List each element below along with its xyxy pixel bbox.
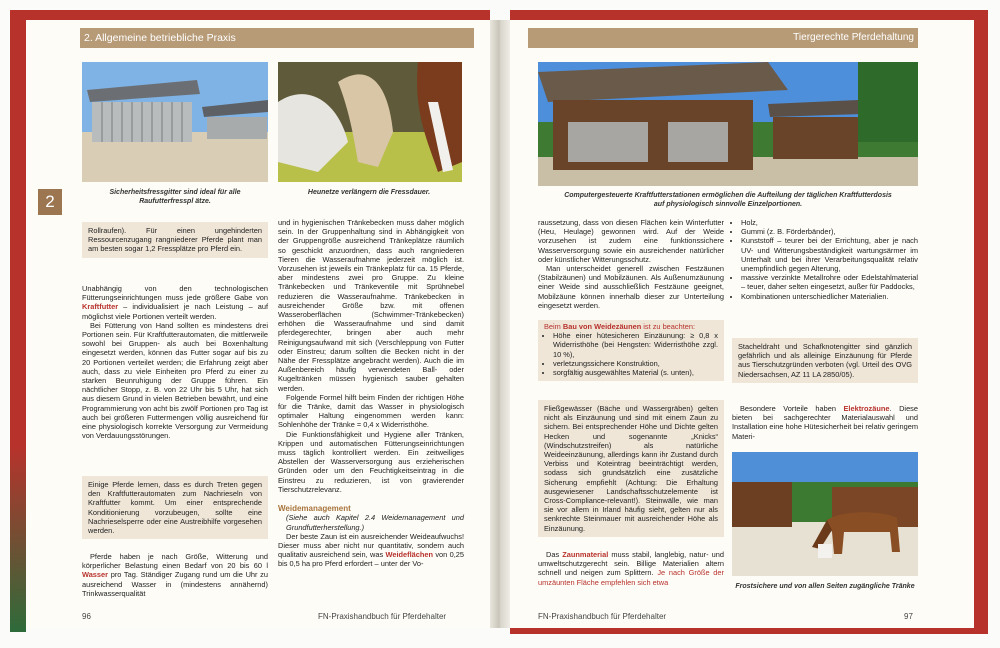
material-list-block — [732, 218, 918, 301]
water-trough-image — [732, 452, 918, 576]
left-page-number: 96 — [82, 612, 91, 621]
water-trough-photo — [732, 452, 918, 576]
fence-box-heading — [544, 322, 718, 331]
right-col1-text — [538, 218, 724, 310]
list-item: • sorgfältig ausgewähltes Material (s. unten), — [553, 368, 718, 377]
list-item: • Gummi (z. B. Förderbänder), — [741, 227, 918, 236]
list-item: • Höhe einer hütesicheren Einzäunung: ≥ 0,8 x Widerristhöhe (bei Hengsten: Widerristhöhe zzgl. 10 %), — [553, 331, 718, 359]
water-keyword: Wasser — [82, 570, 109, 580]
feeder-kick-box: Einige Pferde lernen, dass es durch Treten gegen den Kraftfutterautomaten zum Nachrieseln von Kraftfutter kommt. Um einer entsprechende Konditionierung vorzubeugen, sollte eine Nachrieselsperre oder eine Austreibhilfe vorgesehen werden. — [82, 476, 268, 539]
pasture-heading: Weidemanagement — [278, 504, 351, 514]
list-item: • Kombinationen unterschiedlicher Materialien. — [741, 292, 918, 301]
fence-types-paragraph: Man unterscheidet generell zwischen Festzäunen (Stabilzäunen) und Mobilzäunen. Als Außenumzäunung einer Weide sind ausschließlich Festzäune geeignet, Mobilzäune können innerhalb dieser zur Unterteilung eingesetzt werden. — [538, 264, 724, 310]
right-footer-title: FN-Praxishandbuch für Pferdehalter — [538, 612, 667, 621]
resource-access-box: Rollraufen). Für einen ungehinderten Ressourcenzugang rangniederer Pferde plant man am besten sogar 1,2 Fressplätze pro Pferd ein. — [82, 222, 268, 258]
feeding-fence-image — [82, 62, 268, 182]
book-cover-top-left — [10, 10, 490, 20]
list-item: • verletzungssichere Konstruktion, — [553, 359, 718, 368]
fence-box-heading-3: ist zu beachten: — [641, 322, 696, 331]
fence-material-paragraph — [538, 550, 724, 587]
formula-paragraph: Folgende Formel hilft beim Finden der richtigen Höhe für die Tränke, damit das Wasser in physiologisch optimaler Haltung eingenommen werden kann: Sohlenhöhe der Tränke = 0,4 x Widerristhöhe. — [278, 392, 464, 430]
book-cover-top-right — [510, 10, 988, 20]
material-text-3: Je nach Größe der umzäunten Fläche empfehlen sich etwa — [538, 568, 724, 587]
pasture-paragraph — [278, 532, 464, 569]
fence-box-heading-2: Bau von Weidezäunen — [562, 322, 642, 331]
pasture-text-1: Der beste Zaun ist ein ausreichender Weideaufwuchs! Dieser muss aber nicht nur quantitativ, sondern auch qualitativ ausreichend sein, was — [278, 531, 464, 560]
right-page-number: 97 — [904, 612, 913, 621]
water-text-2: pro Tag. Ständiger Zugang rund um die Uhr zu ausreichend Wasser in (mindestens annähernd) Trinkwasserqualität — [82, 570, 268, 598]
drinkers-paragraph: und in hygienischen Tränkebecken muss daher möglich sein. In der Gruppenhaltung sind in Abhängigkeit von der Gruppengröße ausreichend Tränkeplätze räumlich so geschickt anzuordnen, dass auch rangniederen Tieren die Wasseraufnahme jederzeit möglich ist. Vorzusehen ist jeweils ein Tränkeplatz für ca. 15 Pferde, aber mindestens zwei pro Gruppe. Zu kleine Tränkebecken und Tränkeventile mit Sprühnebel reduzieren die Wasseraufnahme. Tränkebecken in ausreichender Größe bzw. mit offenen Wasseroberflächen (Schwimmer-Tränkebecken) erhöhen die Wasseraufnahme und sind damit pferdegerechter, bringen aber auch mehr Reinigungsaufwand mit sich (Verschleppung von Futter oder Einstreu; darum sollten die Becken nicht in der Nähe der Fressplätze angebracht werden). Auch die im Außenbereich häufig verwendeten Ball- oder Kugeltränken müssen hygienisch sauber gehalten werden. — [278, 218, 464, 393]
concentrate-keyword: Kraftfutter — [82, 302, 119, 312]
electric-text-2: . Diese bieten bei sachgerechter Materialauswahl und Installation eine hohe Hütesicherheit bei relativ geringem Materi- — [732, 404, 918, 441]
winter-feed-paragraph: raussetzung, dass von diesen Flächen kein Winterfutter (Heu, Heulage) gewonnen wird. Auf der Weide vorzusehen ist zudem eine funktionssichere Wasserversorgung sowie ein ausreichender natürlicher oder künstlicher Witterungsschutz. — [538, 218, 724, 264]
haynet-caption: Heunetze verlängern die Fressdauer. — [307, 189, 431, 196]
book-spine — [490, 20, 510, 628]
material-keyword: Zaunmaterial — [562, 550, 609, 559]
watercourse-box: Fließgewässer (Bäche und Wassergräben) gelten nicht als Einzäunung und sind mit einem Zaun zu sichern. Bei entsprechender Höhe und Dichte gelten Hecken und sogenannte „Knicks“ (Windschutzstreifen) als natürliche Weideeinzäunung, allerdings kann ihr Zustand durch Verbiss und Koteintrag beeinträchtigt werden, sodass sich grundsätzlich eine zusätzliche Sicherung empfiehlt (Achtung: Die Erhaltung ausgewiesener Landschaftsschutzelemente ist Cross-Compliance-relevant!). Steinwälle, wie man sie vor allem in Irland häufig sieht, gelten nur als senkrechte Steinmauer mit ausreichender Höhe als Einzäunung. — [538, 400, 724, 537]
fence-requirements-list — [544, 331, 718, 377]
list-item: • massive verzinkte Metallrohre oder Edelstahlmaterial – teuer, daher selten eingesetzt, außer für Paddocks, — [741, 273, 918, 291]
electric-text-1: Besondere Vorteile haben — [740, 404, 844, 413]
electric-fence-paragraph — [732, 404, 918, 441]
pasture-reference: (Siehe auch Kapitel 2.4 Weidemanagement und Grundfutterherstellung.) — [286, 513, 464, 532]
barbed-wire-box: Stacheldraht und Schafknotengitter sind gänzlich gefährlich und als alleinige Einzäunung für Pferde aus Tierschutzgründen verboten (vgl. Urteil des OVG Niedersachsen, AZ 11 LA 2850/05). — [732, 338, 918, 383]
fence-construction-box — [538, 320, 724, 381]
left-col1-text — [82, 284, 268, 440]
pasture-keyword: Weideflächen — [385, 550, 434, 560]
hygiene-paragraph: Die Funktionsfähigkeit und Hygiene aller Tränken, Krippen und automatischen Fütterungseinrichtungen muss täglich kontrolliert werden. Ein zeitweiliges Abstellen der Wasserversorgung aus erzieherischen Gründen oder um den Feuchtigkeitseintrag in die Einstreu zu reduzieren, ist von gravierender Tierschutzrelevanz. — [278, 429, 464, 494]
left-footer-title: FN-Praxishandbuch für Pferdehalter — [318, 612, 447, 621]
chapter-badge: 2 — [38, 189, 62, 215]
water-trough-caption: Frostsichere und von allen Seiten zugängliche Tränke — [735, 583, 915, 590]
electric-keyword: Elektrozäune — [843, 404, 890, 413]
feeding-station-caption: Computergesteuerte Kraftfutterstationen ermöglichen die Aufteilung der täglichen Kraftfutterdosis auf physiologisch sinnvolle Einzelportionen. — [564, 192, 892, 208]
left-col2-text — [278, 218, 464, 569]
fence-box-heading-1: Beim — [544, 322, 563, 331]
concentrate-paragraph — [82, 284, 268, 321]
list-item: • Holz, — [741, 218, 918, 227]
feeding-fence-caption: Sicherheitsfressgitter sind ideal für alle Raufutterfresspl ätze. — [109, 189, 241, 205]
haynet-image — [278, 62, 462, 182]
feeding-station-image — [538, 62, 918, 186]
right-running-header: Tiergerechte Pferdehaltung — [528, 28, 918, 48]
water-text-1: Pferde haben je nach Größe, Witterung und körperlicher Belastung einen Bedarf von 20 bis 60 l — [82, 552, 268, 571]
haynet-photo — [278, 62, 462, 182]
concentrate-text-2: – individualisiert je nach Leistung – auf möglichst viele Portionen verteilt werden. — [82, 302, 268, 321]
book-cover-right — [974, 10, 988, 632]
book-cover-left — [10, 10, 26, 632]
left-running-header: 2. Allgemeine betriebliche Praxis — [80, 28, 474, 48]
list-item: • Kunststoff – teurer bei der Errichtung, aber je nach UV- und Witterungsbeständigkeit wartungsärmer im Unterhalt und bei ihrer Verarbeitungsqualität relativ unempfindlich gegen Alterung, — [741, 236, 918, 273]
concentrate-text-1: Unabhängig von den technologischen Fütterungseinrichtungen muss jede größere Gabe von — [82, 284, 268, 303]
material-text-2: muss stabil, langlebig, natur- und umweltschutzgerecht sein. Billige Materialien altern schnell und neigen zum Splittern. — [538, 550, 724, 578]
pasture-text-2: von 0,25 bis 0,5 ha pro Pferd erfordert – unter der Vo- — [278, 550, 464, 569]
material-text-1: Das — [546, 550, 563, 559]
feeding-station-photo — [538, 62, 918, 186]
material-list — [732, 218, 918, 301]
feeding-fence-photo — [82, 62, 268, 182]
water-paragraph — [82, 552, 268, 598]
book-cover-bottom-right — [510, 628, 988, 634]
hand-feeding-paragraph: Bei Fütterung von Hand sollten es mindestens drei Portionen sein. Für Kraftfutterautomaten, die mittlerweile sowohl bei Gruppen- als auch bei Boxenhaltung eingesetzt werden, können das Futter sogar auf bis zu 20 Portionen verteilet werden; die Erfahrung zeigt aber auch, dass zu viele Einheiten pro Pferd zu einer zu starken Beunruhigung der Gruppe führen. Ein nächtlicher Stopp, z. B. von 22 Uhr bis 5 Uhr, hat sich aus diesem Grund in vielen Betrieben bewährt, und eine Programmierung von acht bis zwölf Portionen pro Tag ist auch bei größeren Futtermengen völlig ausreichend für eine physiologisch korrekte Versorgung zur Vermeidung von Verdauungsstörungen. — [82, 320, 268, 441]
